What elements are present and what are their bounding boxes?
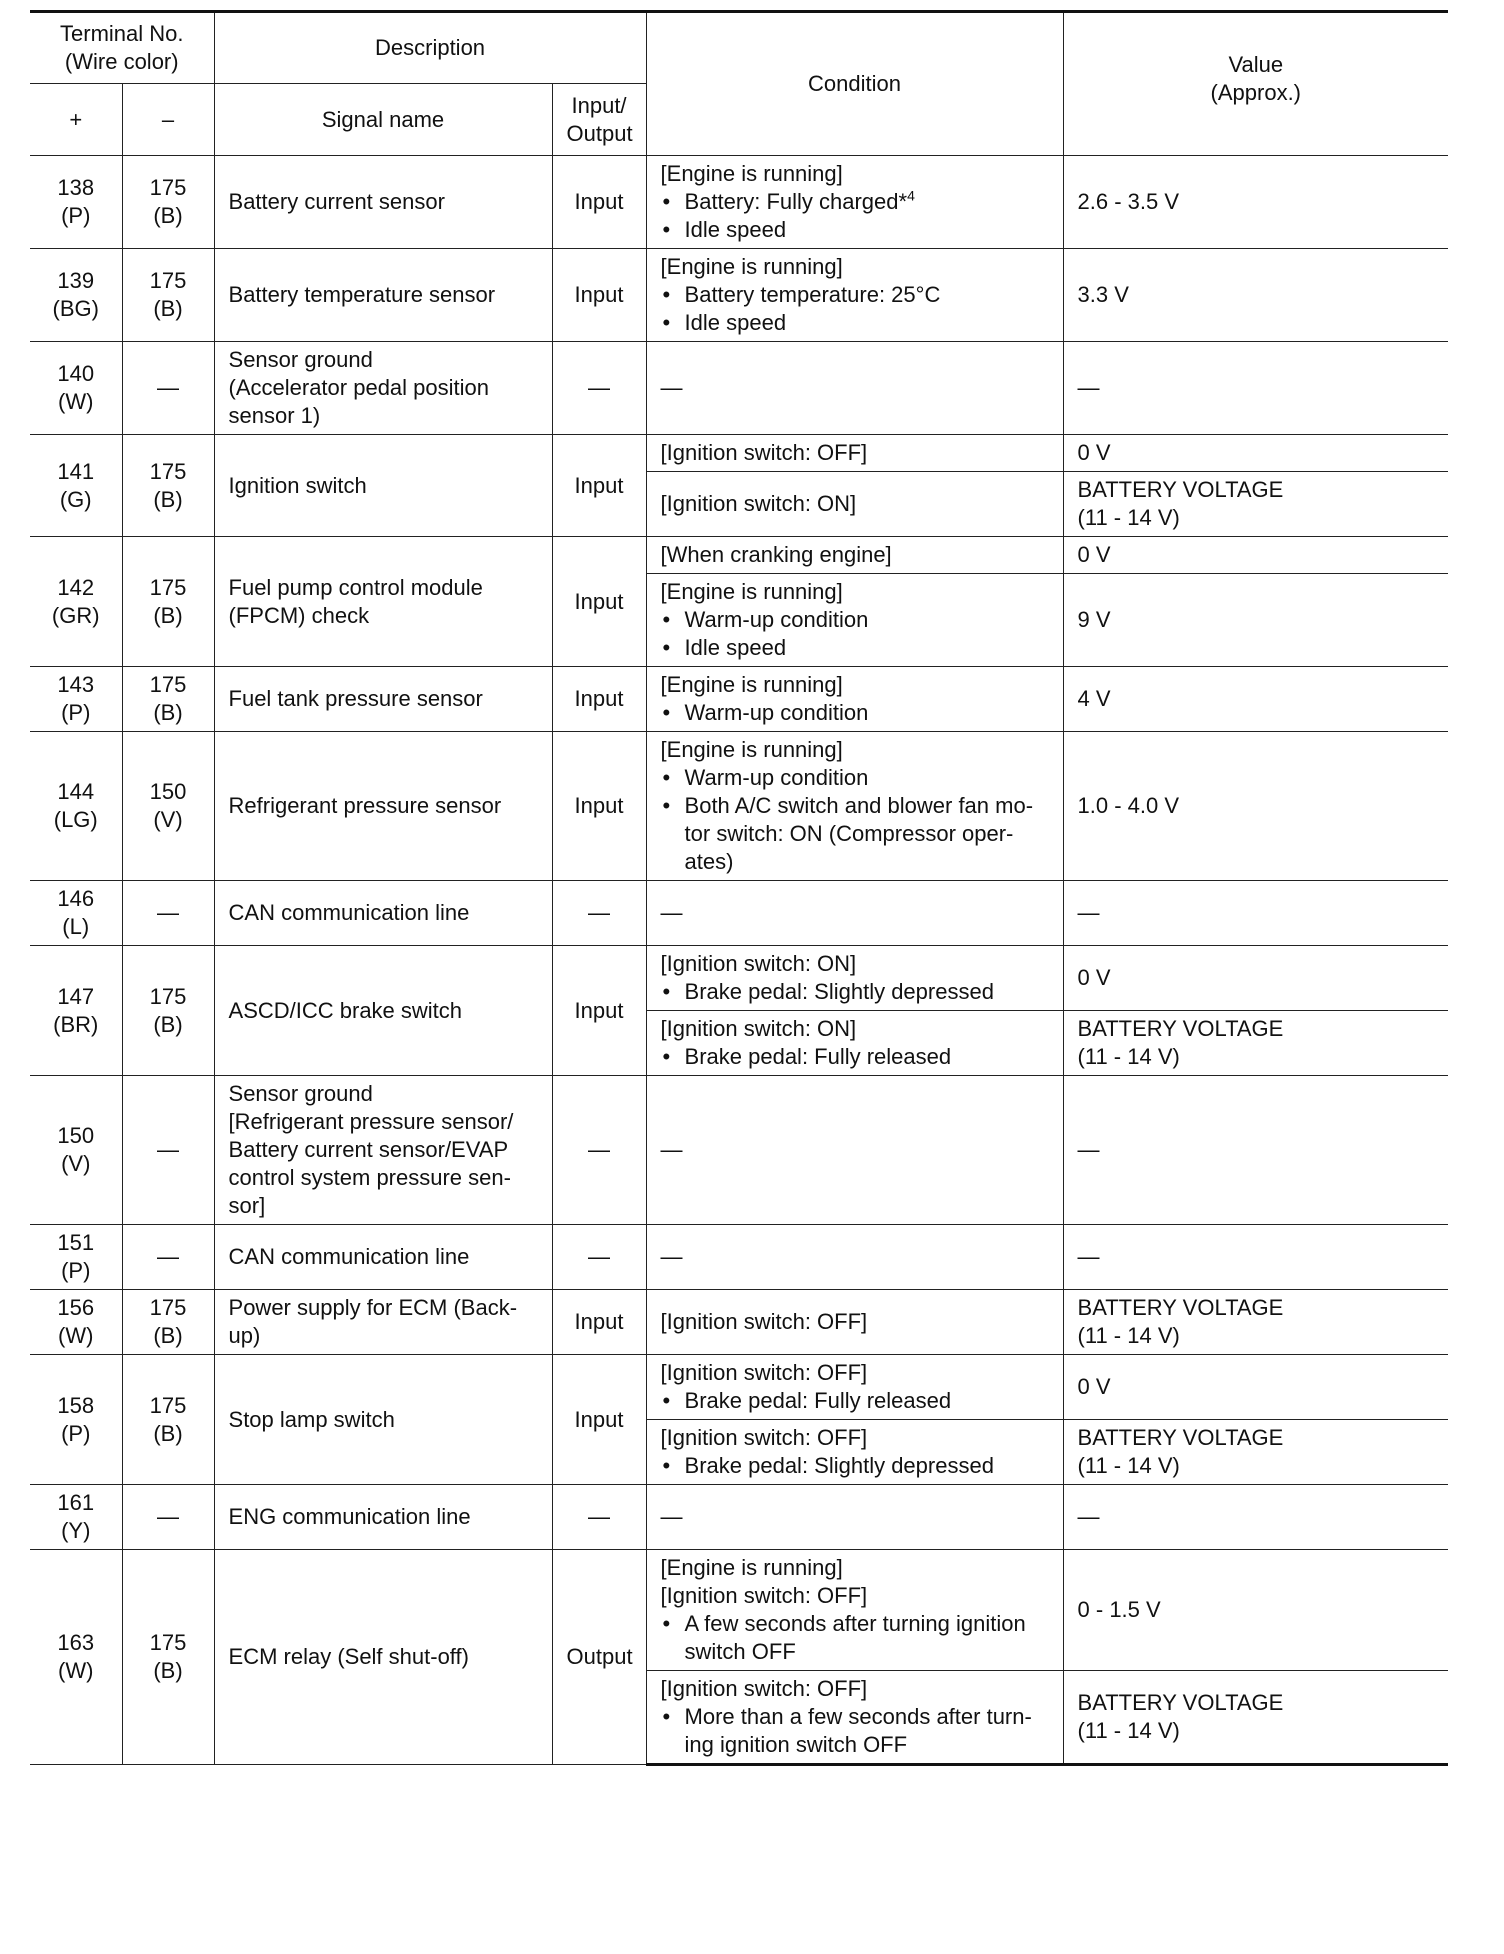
signal-name-text: ECM relay (Self shut-off)	[228, 1644, 469, 1669]
value-cell	[1063, 574, 1448, 667]
table-row	[30, 1550, 1448, 1671]
io-cell: Input	[552, 946, 646, 1076]
signal-name-text: Power supply for ECM (Back-	[228, 1295, 518, 1320]
plus-terminal-cell	[30, 1225, 122, 1290]
value-text: (11 - 14 V)	[1077, 1718, 1180, 1743]
value-text: 3.3 V	[1077, 282, 1129, 307]
value-cell	[1063, 1290, 1448, 1355]
wire-color: (P)	[61, 1420, 91, 1446]
terminal-number: 175	[149, 175, 187, 200]
terminal-number: 143	[57, 672, 95, 697]
value-cell	[1063, 1550, 1448, 1671]
terminal-number: 158	[57, 1392, 95, 1418]
signal-name-text: sor]	[228, 1193, 266, 1218]
plus-terminal-cell	[30, 156, 122, 249]
condition-header: Condition	[646, 12, 1063, 156]
signal-name-cell	[214, 1225, 552, 1290]
condition-heading: —	[660, 1504, 683, 1529]
plus-terminal-cell	[30, 946, 122, 1076]
condition-cell	[646, 946, 1063, 1011]
minus-terminal-cell	[122, 156, 214, 249]
condition-heading: [Ignition switch: OFF]	[660, 1425, 868, 1450]
value-text: —	[1077, 900, 1100, 925]
signal-name-cell	[214, 1355, 552, 1485]
table-row	[30, 342, 1448, 435]
condition-heading: [When cranking engine]	[660, 542, 892, 567]
plus-terminal-cell	[30, 667, 122, 732]
terminal-number: 150	[57, 1123, 95, 1148]
condition-bullet: • Battery: Fully charged*$^4$	[661, 188, 1049, 216]
terminal-number: 175	[149, 983, 187, 1009]
terminal-number: 156	[57, 1295, 95, 1320]
minus-terminal-cell	[122, 1550, 214, 1765]
signal-name-cell	[214, 881, 552, 946]
condition-bullet: • Warm-up condition	[661, 699, 1049, 727]
signal-name-cell	[214, 156, 552, 249]
plus-terminal-cell	[30, 249, 122, 342]
condition-heading: [Engine is running]	[660, 161, 843, 186]
condition-cell	[646, 1671, 1063, 1765]
wire-color: (Y)	[61, 1518, 91, 1543]
value-text: —	[1077, 375, 1100, 400]
table-row	[30, 435, 1448, 472]
condition-cell	[646, 1550, 1063, 1671]
condition-heading: [Ignition switch: OFF]	[660, 1360, 868, 1385]
io-cell: Input	[552, 537, 646, 667]
terminal-number: 175	[149, 268, 187, 293]
value-text: —	[1077, 1244, 1100, 1269]
signal-name-text: [Refrigerant pressure sensor/	[228, 1109, 514, 1134]
condition-heading: [Ignition switch: OFF]	[660, 1309, 868, 1334]
plus-terminal-cell	[30, 1290, 122, 1355]
minus-terminal-cell	[122, 1076, 214, 1225]
io-cell: —	[552, 1225, 646, 1290]
value-cell	[1063, 1485, 1448, 1550]
value-cell	[1063, 435, 1448, 472]
value-text: BATTERY VOLTAGE	[1077, 477, 1284, 502]
condition-bullet: • Battery temperature: 25°C	[661, 281, 1049, 309]
value-cell	[1063, 249, 1448, 342]
value-cell	[1063, 1355, 1448, 1420]
value-cell	[1063, 472, 1448, 537]
signal-name-text: Fuel tank pressure sensor	[228, 686, 483, 711]
condition-cell	[646, 1011, 1063, 1076]
table-row	[30, 881, 1448, 946]
signal-name-text: Sensor ground	[228, 347, 373, 372]
wire-color: (B)	[153, 486, 183, 512]
condition-bullet-list	[661, 606, 1049, 662]
wire-color: (B)	[153, 203, 183, 228]
signal-name-cell	[214, 435, 552, 537]
signal-name-text: up)	[228, 1323, 261, 1348]
value-text: (11 - 14 V)	[1077, 505, 1180, 530]
wire-color: (BR)	[53, 1011, 99, 1037]
condition-bullet: • Brake pedal: Slightly depressed	[661, 1452, 1049, 1480]
signal-name-text: (FPCM) check	[228, 602, 370, 628]
signal-name-cell	[214, 249, 552, 342]
condition-heading: —	[660, 900, 683, 925]
condition-heading: [Engine is running]	[660, 737, 843, 762]
signal-name-text: control system pressure sen-	[228, 1165, 511, 1190]
value-text: —	[1077, 1137, 1100, 1162]
plus-terminal-cell	[30, 537, 122, 667]
signal-name-cell	[214, 1550, 552, 1765]
condition-bullet: • Brake pedal: Fully released	[661, 1387, 1049, 1415]
terminal-number: 175	[149, 1295, 187, 1320]
condition-cell	[646, 342, 1063, 435]
value-text: 2.6 - 3.5 V	[1077, 189, 1180, 214]
terminal-number: 161	[57, 1490, 95, 1515]
plus-terminal-cell	[30, 881, 122, 946]
condition-bullet-list	[661, 978, 1049, 1006]
wire-color: (P)	[61, 700, 91, 725]
table-row	[30, 1355, 1448, 1420]
condition-heading: [Engine is running]	[660, 672, 843, 697]
wire-color: (B)	[153, 296, 183, 321]
condition-cell	[646, 732, 1063, 881]
minus-terminal-cell	[122, 435, 214, 537]
table-row	[30, 1485, 1448, 1550]
value-cell	[1063, 946, 1448, 1011]
terminal-number: —	[157, 1504, 179, 1529]
condition-heading: —	[660, 375, 683, 400]
footnote-marker: 4	[907, 187, 915, 204]
value-text: 0 V	[1077, 1374, 1111, 1399]
condition-bullet: • Brake pedal: Fully released	[661, 1043, 1049, 1071]
value-text: 4 V	[1077, 686, 1111, 711]
condition-cell	[646, 881, 1063, 946]
signal-name-cell	[214, 1485, 552, 1550]
condition-heading: [Engine is running]	[660, 1555, 843, 1580]
condition-bullet-list	[661, 1043, 1049, 1071]
plus-terminal-cell	[30, 1485, 122, 1550]
signal-name-text: CAN communication line	[228, 900, 470, 925]
signal-name-cell	[214, 1076, 552, 1225]
condition-bullet-list	[661, 699, 1049, 727]
value-cell	[1063, 342, 1448, 435]
condition-cell	[646, 1290, 1063, 1355]
condition-cell	[646, 537, 1063, 574]
wire-color: (B)	[153, 1323, 183, 1348]
signal-name-header: Signal name	[214, 84, 552, 156]
condition-bullet: • A few seconds after turning ignition switch OFF	[661, 1610, 1049, 1666]
terminal-number: —	[157, 1244, 179, 1269]
value-cell	[1063, 881, 1448, 946]
signal-name-text: (Accelerator pedal position	[228, 375, 489, 400]
table-row	[30, 249, 1448, 342]
wire-color: (P)	[61, 1258, 91, 1283]
terminal-number: —	[157, 375, 179, 400]
wire-color: (BG)	[52, 296, 99, 321]
value-text: —	[1077, 1504, 1100, 1529]
wire-color: (B)	[153, 1420, 183, 1446]
value-text: (11 - 14 V)	[1077, 1453, 1180, 1478]
terminal-number: 139	[57, 268, 95, 293]
terminal-spec-table	[30, 10, 1448, 1766]
terminal-number: 147	[57, 983, 95, 1009]
table-row	[30, 946, 1448, 1011]
signal-name-text: Refrigerant pressure sensor	[228, 793, 502, 818]
minus-terminal-cell	[122, 1290, 214, 1355]
table-row	[30, 667, 1448, 732]
value-cell	[1063, 732, 1448, 881]
value-text: 0 V	[1077, 440, 1111, 465]
signal-name-text: Ignition switch	[228, 472, 367, 498]
condition-heading: —	[660, 1244, 683, 1269]
wire-color: (G)	[59, 486, 92, 512]
value-text: BATTERY VOLTAGE	[1077, 1016, 1284, 1041]
minus-terminal-cell	[122, 667, 214, 732]
value-text: BATTERY VOLTAGE	[1077, 1295, 1284, 1320]
signal-name-text: ASCD/ICC brake switch	[228, 997, 463, 1023]
condition-bullet-list	[661, 1387, 1049, 1415]
wire-color: (V)	[153, 807, 183, 832]
io-cell: Input	[552, 249, 646, 342]
wire-color: (W)	[58, 389, 94, 414]
condition-bullet-list	[661, 188, 1049, 244]
value-text: 0 - 1.5 V	[1077, 1597, 1161, 1622]
io-cell: Input	[552, 1290, 646, 1355]
condition-heading: [Ignition switch: OFF]	[660, 440, 868, 465]
condition-cell	[646, 1420, 1063, 1485]
condition-bullet: • More than a few seconds after turn- ing ignition switch OFF	[661, 1703, 1049, 1759]
terminal-number: 175	[149, 458, 187, 484]
wire-color: (B)	[153, 700, 183, 725]
table-row	[30, 1225, 1448, 1290]
value-cell	[1063, 1671, 1448, 1765]
plus-terminal-cell	[30, 1076, 122, 1225]
terminal-number: 141	[57, 458, 95, 484]
value-text: BATTERY VOLTAGE	[1077, 1690, 1284, 1715]
condition-heading: [Ignition switch: OFF]	[660, 1583, 868, 1608]
minus-terminal-cell	[122, 342, 214, 435]
minus-terminal-cell	[122, 732, 214, 881]
condition-heading: [Engine is running]	[660, 579, 843, 604]
condition-bullet-list	[661, 764, 1049, 876]
value-cell	[1063, 1011, 1448, 1076]
condition-heading: [Ignition switch: ON]	[660, 951, 857, 976]
signal-name-text: CAN communication line	[228, 1244, 470, 1269]
value-text: (11 - 14 V)	[1077, 1323, 1180, 1348]
table-row	[30, 1290, 1448, 1355]
io-header: Input/ Output	[552, 84, 646, 156]
minus-header: –	[122, 84, 214, 156]
value-text: 1.0 - 4.0 V	[1077, 793, 1180, 818]
condition-bullet: • Brake pedal: Slightly depressed	[661, 978, 1049, 1006]
signal-name-text: Sensor ground	[228, 1081, 373, 1106]
condition-cell	[646, 667, 1063, 732]
terminal-number: 144	[57, 779, 95, 804]
minus-terminal-cell	[122, 1485, 214, 1550]
minus-terminal-cell	[122, 946, 214, 1076]
io-cell: Input	[552, 156, 646, 249]
condition-heading: [Ignition switch: ON]	[660, 1016, 857, 1041]
condition-heading: —	[660, 1137, 683, 1162]
signal-name-cell	[214, 667, 552, 732]
wire-color: (L)	[62, 914, 90, 939]
plus-terminal-cell	[30, 435, 122, 537]
terminal-number: 142	[57, 574, 95, 600]
signal-name-cell	[214, 537, 552, 667]
plus-header: +	[30, 84, 122, 156]
value-cell	[1063, 156, 1448, 249]
terminal-number: 151	[57, 1230, 95, 1255]
condition-bullet: • Idle speed	[661, 634, 1049, 662]
condition-cell	[646, 1485, 1063, 1550]
terminal-number: 175	[149, 1392, 187, 1418]
condition-cell	[646, 156, 1063, 249]
condition-cell	[646, 249, 1063, 342]
io-cell: Input	[552, 435, 646, 537]
wire-color: (W)	[58, 1323, 94, 1348]
io-cell: Output	[552, 1550, 646, 1765]
minus-terminal-cell	[122, 881, 214, 946]
terminal-number: 138	[57, 175, 95, 200]
value-cell	[1063, 1420, 1448, 1485]
wire-color: (B)	[153, 602, 183, 628]
condition-bullet: • Idle speed	[661, 216, 1049, 244]
signal-name-text: Fuel pump control module	[228, 574, 483, 600]
value-cell	[1063, 667, 1448, 732]
condition-cell	[646, 1076, 1063, 1225]
minus-terminal-cell	[122, 537, 214, 667]
plus-terminal-cell	[30, 342, 122, 435]
terminal-no-header: Terminal No. (Wire color)	[30, 12, 214, 84]
signal-name-cell	[214, 1290, 552, 1355]
condition-heading: [Ignition switch: OFF]	[660, 1676, 868, 1701]
terminal-number: —	[157, 1137, 179, 1162]
wire-color: (V)	[61, 1151, 91, 1176]
plus-terminal-cell	[30, 1355, 122, 1485]
signal-name-cell	[214, 732, 552, 881]
minus-terminal-cell	[122, 1225, 214, 1290]
wire-color: (W)	[58, 1658, 94, 1683]
signal-name-cell	[214, 342, 552, 435]
terminal-number: —	[157, 900, 179, 925]
description-header: Description	[214, 12, 646, 84]
value-text: 9 V	[1077, 607, 1111, 632]
condition-cell	[646, 574, 1063, 667]
plus-terminal-cell	[30, 732, 122, 881]
condition-cell	[646, 1225, 1063, 1290]
signal-name-text: sensor 1)	[228, 403, 321, 428]
value-text: 0 V	[1077, 542, 1111, 567]
minus-terminal-cell	[122, 249, 214, 342]
terminal-number: 163	[57, 1630, 95, 1655]
condition-bullet-list	[661, 1452, 1049, 1480]
condition-cell	[646, 435, 1063, 472]
table-row	[30, 1076, 1448, 1225]
wire-color: (LG)	[53, 807, 98, 832]
condition-bullet: • Both A/C switch and blower fan mo- tor switch: ON (Compressor oper- ates)	[661, 792, 1049, 876]
value-cell	[1063, 1225, 1448, 1290]
condition-heading: [Engine is running]	[660, 254, 843, 279]
terminal-number: 175	[149, 672, 187, 697]
value-cell	[1063, 1076, 1448, 1225]
value-text: 0 V	[1077, 965, 1111, 990]
value-text: BATTERY VOLTAGE	[1077, 1425, 1284, 1450]
signal-name-text: Battery temperature sensor	[228, 282, 496, 307]
wire-color: (B)	[153, 1658, 183, 1683]
signal-name-text: Battery current sensor/EVAP	[228, 1137, 509, 1162]
terminal-number: 146	[57, 886, 95, 911]
plus-terminal-cell	[30, 1550, 122, 1765]
io-cell: Input	[552, 667, 646, 732]
terminal-number: 175	[149, 1630, 187, 1655]
condition-bullet: • Warm-up condition	[661, 764, 1049, 792]
condition-bullet-list	[661, 1610, 1049, 1666]
value-text: (11 - 14 V)	[1077, 1044, 1180, 1069]
wire-color: (B)	[153, 1011, 183, 1037]
table-row	[30, 537, 1448, 574]
terminal-number: 140	[57, 361, 95, 386]
wire-color: (P)	[61, 203, 91, 228]
io-cell: Input	[552, 732, 646, 881]
table-row	[30, 156, 1448, 249]
signal-name-text: Battery current sensor	[228, 189, 445, 214]
terminal-number: 175	[149, 574, 187, 600]
table-row	[30, 732, 1448, 881]
value-header: Value (Approx.)	[1063, 12, 1448, 156]
value-cell	[1063, 537, 1448, 574]
condition-bullet-list	[661, 1703, 1049, 1759]
condition-cell	[646, 472, 1063, 537]
io-cell: Input	[552, 1355, 646, 1485]
condition-bullet-list	[661, 281, 1049, 337]
wire-color: (GR)	[51, 602, 100, 628]
condition-bullet: • Idle speed	[661, 309, 1049, 337]
condition-cell	[646, 1355, 1063, 1420]
io-cell: —	[552, 1076, 646, 1225]
signal-name-text: Stop lamp switch	[228, 1406, 395, 1432]
signal-name-cell	[214, 946, 552, 1076]
condition-heading: [Ignition switch: ON]	[660, 491, 857, 516]
io-cell: —	[552, 1485, 646, 1550]
io-cell: —	[552, 881, 646, 946]
io-cell: —	[552, 342, 646, 435]
condition-bullet: • Warm-up condition	[661, 606, 1049, 634]
minus-terminal-cell	[122, 1355, 214, 1485]
terminal-number: 150	[149, 779, 187, 804]
signal-name-text: ENG communication line	[228, 1504, 471, 1529]
